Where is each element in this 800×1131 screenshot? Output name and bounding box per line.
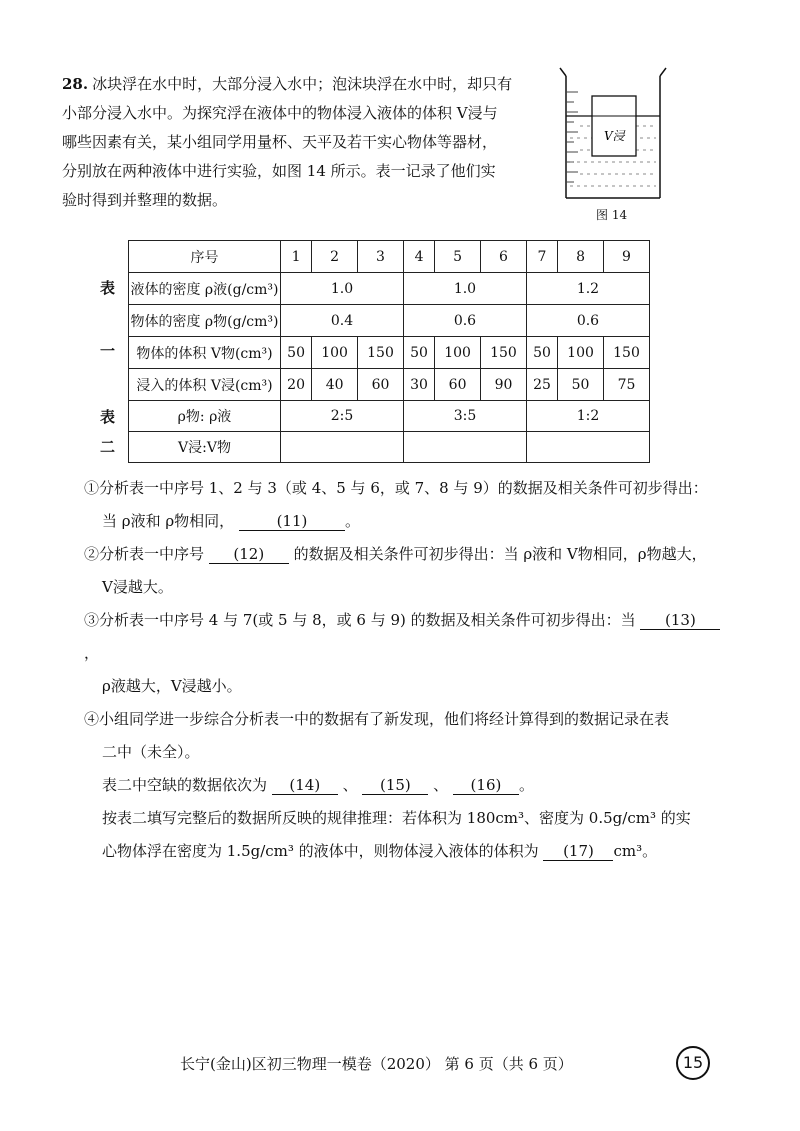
index-cell: 4	[403, 241, 434, 273]
index-cell: 7	[526, 241, 557, 273]
q3-line2: ρ液越大，V浸越小。	[102, 677, 242, 695]
object-volume-cell: 50	[526, 337, 557, 369]
separator: 、	[342, 776, 358, 794]
figure-14	[556, 62, 676, 232]
table2-row-density-ratio	[129, 401, 650, 432]
intro-line-1	[62, 70, 532, 99]
liquid-density-group: 1.0	[403, 273, 526, 305]
object-volume-cell: 100	[435, 337, 481, 369]
q4-line2: 二中（未全）。	[102, 743, 200, 761]
object-volume-cell: 100	[312, 337, 358, 369]
object-volume-cell: 50	[403, 337, 434, 369]
q4-line5-end: cm³。	[613, 842, 658, 860]
immersed-volume-cell: 60	[435, 369, 481, 401]
liquid-density-group: 1.0	[281, 273, 404, 305]
row-label-density-ratio: ρ物: ρ液	[129, 401, 281, 432]
immersed-volume-cell: 75	[604, 369, 650, 401]
table-row-object-density	[129, 305, 650, 337]
table1-side-label-top: 表	[100, 279, 116, 297]
q4-line4: 按表二填写完整后的数据所反映的规律推理：若体积为 180cm³、密度为 0.5g/cm³ 的实	[102, 809, 691, 827]
liquid-density-group: 1.2	[526, 273, 649, 305]
object-density-group: 0.4	[281, 305, 404, 337]
q1-end: 。	[344, 512, 360, 530]
table-row-object-volume	[129, 337, 650, 369]
object-density-group: 0.6	[403, 305, 526, 337]
q4-line3	[84, 769, 724, 802]
answer-section	[84, 472, 724, 868]
beaker-diagram	[556, 62, 676, 202]
immersed-volume-cell: 90	[481, 369, 527, 401]
table2-side-label-top: 表	[100, 408, 116, 426]
index-cell: 8	[558, 241, 604, 273]
row-label-immersed-volume: 浸入的体积 V浸(cm³)	[129, 369, 281, 401]
immersed-volume-cell: 60	[358, 369, 404, 401]
row-label-index: 序号	[129, 241, 281, 273]
q2-pre: ②分析表一中序号	[84, 545, 205, 563]
blank-11[interactable]: (11)	[239, 512, 345, 531]
q3-pre: ③分析表一中序号 4 与 7(或 5 与 8，或 6 与 9) 的数据及相关条件可初步得出：当	[84, 611, 636, 629]
table2-side-label-bottom: 二	[100, 438, 116, 456]
intro-line-5: 验时得到并整理的数据。	[62, 191, 228, 209]
index-cell: 9	[604, 241, 650, 273]
q2-line2: V浸越大。	[102, 578, 173, 596]
immersed-volume-cell: 20	[281, 369, 312, 401]
page-mark: 15	[676, 1046, 710, 1080]
table-row-immersed-volume	[129, 369, 650, 401]
object-volume-cell: 150	[481, 337, 527, 369]
density-ratio-cell: 3:5	[404, 401, 527, 432]
volume-ratio-blank[interactable]	[281, 432, 404, 463]
page-footer: 长宁(金山)区初三物理一模卷（2020） 第 6 页（共 6 页）	[180, 1055, 573, 1073]
blank-15[interactable]: (15)	[362, 776, 428, 795]
row-label-liquid-density: 液体的密度 ρ液(g/cm³)	[129, 273, 281, 305]
object-density-group: 0.6	[526, 305, 649, 337]
q2-line1	[84, 538, 724, 571]
question-number: 28.	[62, 75, 89, 93]
table2-row-volume-ratio	[129, 432, 650, 463]
q4-line3-end: 。	[518, 776, 534, 794]
object-volume-cell: 50	[281, 337, 312, 369]
immersed-volume-cell: 50	[558, 369, 604, 401]
row-label-volume-ratio: V浸:V物	[129, 432, 281, 463]
figure-volume-label: V浸	[604, 129, 625, 143]
q1-line1: ①分析表一中序号 1、2 与 3（或 4、5 与 6，或 7、8 与 9）的数据及相关条件可初步得出：	[84, 479, 708, 497]
object-volume-cell: 100	[558, 337, 604, 369]
table1-side-label-bottom: 一	[100, 342, 116, 360]
blank-13[interactable]: (13)	[640, 611, 720, 630]
row-label-object-volume: 物体的体积 V物(cm³)	[129, 337, 281, 369]
index-cell: 3	[358, 241, 404, 273]
table-row-liquid-density	[129, 273, 650, 305]
immersed-volume-cell: 30	[403, 369, 434, 401]
immersed-volume-cell: 40	[312, 369, 358, 401]
q1-line2	[84, 505, 724, 538]
q4-line5-pre: 心物体浮在密度为 1.5g/cm³ 的液体中，则物体浸入液体的体积为	[102, 842, 539, 860]
q2-post: 的数据及相关条件可初步得出：当 ρ液和 V物相同，ρ物越大，	[293, 545, 707, 563]
volume-ratio-blank[interactable]	[404, 432, 527, 463]
question-intro	[62, 70, 532, 215]
density-ratio-cell: 1:2	[527, 401, 650, 432]
q4-line1: ④小组同学进一步综合分析表一中的数据有了新发现，他们将经计算得到的数据记录在表	[84, 710, 670, 728]
q1-condition: 当 ρ液和 ρ物相同，	[102, 512, 235, 530]
table-one	[128, 240, 650, 401]
index-cell: 2	[312, 241, 358, 273]
blank-14[interactable]: (14)	[272, 776, 338, 795]
index-cell: 5	[435, 241, 481, 273]
q4-line5	[84, 835, 724, 868]
index-cell: 1	[281, 241, 312, 273]
table-row-header	[129, 241, 650, 273]
blank-16[interactable]: (16)	[453, 776, 519, 795]
intro-line-4: 分别放在两种液体中进行实验，如图 14 所示。表一记录了他们实	[62, 162, 496, 180]
immersed-volume-cell: 25	[526, 369, 557, 401]
separator: 、	[433, 776, 449, 794]
table-two	[128, 400, 650, 463]
intro-text: 冰块浮在水中时，大部分浸入水中；泡沫块浮在水中时，却只有	[92, 75, 513, 93]
figure-caption: 图 14	[596, 208, 628, 222]
q3-line1	[84, 604, 724, 670]
blank-12[interactable]: (12)	[209, 545, 289, 564]
q3-post: ，	[84, 644, 100, 662]
intro-line-3: 哪些因素有关，某小组同学用量杯、天平及若干实心物体等器材，	[62, 133, 498, 151]
intro-line-2: 小部分浸入水中。为探究浮在液体中的物体浸入液体的体积 V浸与	[62, 104, 498, 122]
object-volume-cell: 150	[358, 337, 404, 369]
density-ratio-cell: 2:5	[281, 401, 404, 432]
object-volume-cell: 150	[604, 337, 650, 369]
index-cell: 6	[481, 241, 527, 273]
row-label-object-density: 物体的密度 ρ物(g/cm³)	[129, 305, 281, 337]
q4-line3-pre: 表二中空缺的数据依次为	[102, 776, 268, 794]
blank-17[interactable]: (17)	[543, 842, 613, 861]
volume-ratio-blank[interactable]	[527, 432, 650, 463]
